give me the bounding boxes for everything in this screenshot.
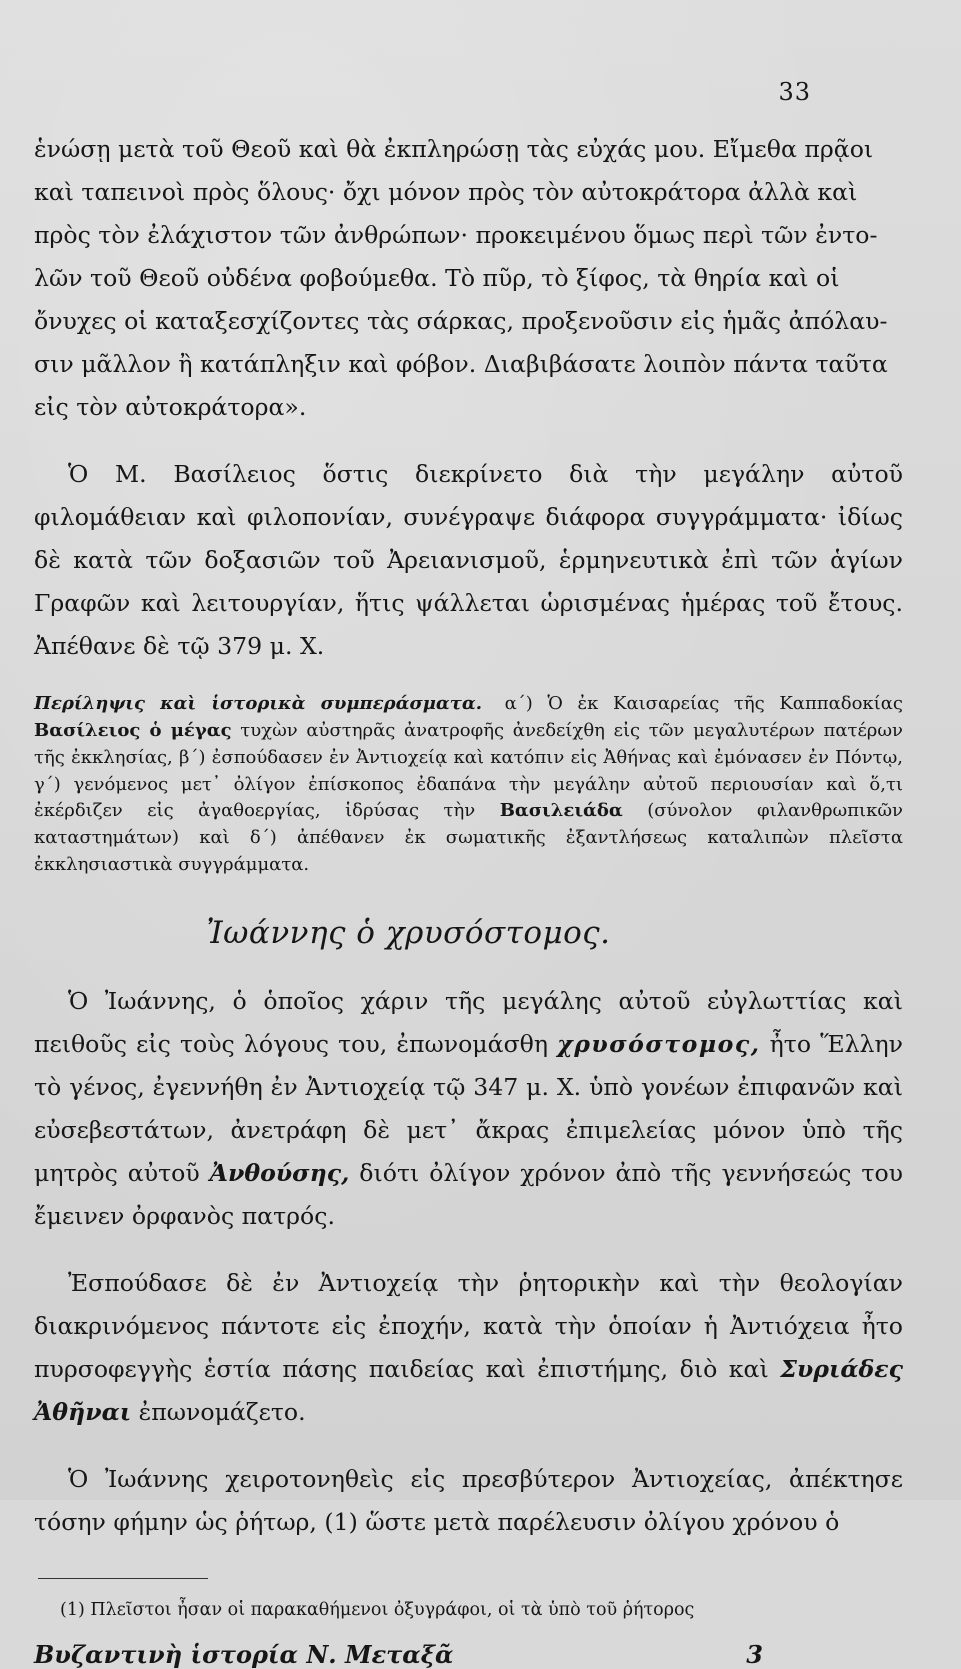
chapter-title: Ἰωάννης ὁ χρυσόστομος. xyxy=(206,914,611,951)
summary-lead: Περίληψις καὶ ἱστορικὰ συμπεράσματα. xyxy=(34,693,482,715)
text-line: πρὸς τὸν ἐλάχιστον τῶν ἀνθρώπων· προκειμένου ὅμως περὶ τῶν ἐντο- xyxy=(34,221,878,249)
chapter-p1-start: Ὁ Ἰωάννης, ὁ ὁποῖος χάριν τῆς μεγάλης αὐτοῦ εὐγλωττίας καὶ πειθοῦς εἰς τοὺς λόγους του, ἐπωνομάσθη xyxy=(34,987,903,1059)
chapter-p2-syriades: Συριάδες Ἀθῆναι xyxy=(34,1354,903,1426)
chapter-paragraph-1 xyxy=(34,980,903,1238)
footer-signature-number: 3 xyxy=(746,1640,763,1669)
chapter-p1-mid: ἦτο Ἕλλην τὸ γένος, ἐγεννήθη ἐν Ἀντιοχείᾳ τῷ 347 μ. Χ. ὑπὸ γονέων ἐπιφανῶν καὶ εὐσεβεστάτων, ἀνετράφη δὲ μετ᾽ ἄκρας ἐπιμελείας μόνον ὑπὸ τῆς μητρὸς αὐτοῦ xyxy=(34,1030,903,1188)
chapter-body xyxy=(34,980,903,1543)
chapter-p1-epithet: χρυσόστομος, xyxy=(557,1030,761,1059)
text-line: εἰς τὸν αὐτοκράτορα». xyxy=(34,393,307,421)
footer-book-title: Βυζαντινὴ ἱστορία Ν. Μεταξᾶ xyxy=(34,1640,454,1669)
chapter-paragraph-2 xyxy=(34,1262,903,1434)
chapter-p2-start: Ἐσπούδασε δὲ ἐν Ἀντιοχείᾳ τὴν ῥητορικὴν καὶ τὴν θεολογίαν διακρινόμενος πάντοτε εἰς ἐποχήν, κατὰ τὴν ὁποίαν ἡ Ἀντιόχεια ἦτο πυρσοφεγγὴς ἑστία πάσης παιδείας καὶ ἐπιστήμης, διὸ καὶ xyxy=(34,1268,903,1383)
opening-quote-block xyxy=(34,128,903,429)
summary-part-3: (σύνολον φιλανθρωπικῶν καταστημάτων) καὶ δ΄) ἀπέθανεν ἐκ σωματικῆς ἐξαντλήσεως καταλιπὼν πλεῖστα ἐκκλησιαστικὰ συγγράμματα. xyxy=(34,800,903,875)
text-line: καὶ ταπεινοὶ πρὸς ὅλους· ὄχι μόνον πρὸς τὸν αὐτοκράτορα ἀλλὰ καὶ xyxy=(34,178,858,206)
page-number: 33 xyxy=(778,78,811,106)
chapter-paragraph-3: Ὁ Ἰωάννης χειροτονηθεὶς εἰς πρεσβύτερον Ἀντιοχείας, ἀπέκτησε τόσην φήμην ὡς ῥήτωρ, (1) ὥστε μετὰ παρέλευσιν ὀλίγου χρόνου ὁ xyxy=(34,1464,903,1536)
text-line: λῶν τοῦ Θεοῦ οὐδένα φοβούμεθα. Τὸ πῦρ, τὸ ξίφος, τὰ θηρία καὶ οἱ xyxy=(34,264,840,292)
text-line: ὄνυχες οἱ καταξεσχίζοντες τὰς σάρκας, προξενοῦσιν εἰς ἡμᾶς ἀπόλαυ- xyxy=(34,307,888,335)
footnote-divider xyxy=(38,1578,208,1579)
text-line: ἑνώσῃ μετὰ τοῦ Θεοῦ καὶ θὰ ἐκπληρώσῃ τὰς εὐχάς μου. Εἴμεθα πρᾷοι xyxy=(34,135,874,163)
chapter-p2-end: ἐπωνομάζετο. xyxy=(138,1397,306,1426)
summary-part-2: τυχὼν αὐστηρᾶς ἀνατροφῆς ἀνεδείχθη εἰς τῶν μεγαλυτέρων πατέρων τῆς ἐκκλησίας, β΄) ἐσπούδασεν ἐν Ἀντιοχείᾳ καὶ κατόπιν εἰς Ἀθήνας καὶ ἐμόνασεν ἐν Πόντῳ, γ΄) γενόμενος μετ᾽ ὀλίγον ἐπίσκοπος ἐδαπάνα τὴν μεγάλην αὐτοῦ περιουσίαν καὶ ὅ,τι ἐκέρδιζεν εἰς ἀγαθοεργίας, ἱδρύσας τὴν xyxy=(34,719,903,822)
summary-name: Βασίλειος ὁ μέγας xyxy=(34,719,232,741)
basil-paragraph: Ὁ Μ. Βασίλειος ὅστις διεκρίνετο διὰ τὴν μεγάλην αὐτοῦ φιλομάθειαν καὶ φιλοπονίαν, συνέγραψε διάφορα συγγράμματα· ἰδίως δὲ κατὰ τῶν δοξασιῶν τοῦ Ἀρειανισμοῦ, ἑρμηνευτικὰ ἐπὶ τῶν ἁγίων Γραφῶν καὶ λειτουργίαν, ἥτις ψάλλεται ὡρισμένας ἡμέρας τοῦ ἔτους. Ἀπέθανε δὲ τῷ 379 μ. Χ. xyxy=(34,459,903,660)
footnote: (1) Πλεῖστοι ἦσαν οἱ παρακαθήμενοι ὀξυγράφοι, οἱ τὰ ὑπὸ τοῦ ῥήτορος xyxy=(60,1599,695,1620)
summary-basiliada: Βασιλειάδα xyxy=(499,800,623,822)
summary-paragraph xyxy=(34,691,903,879)
text-line: σιν μᾶλλον ἢ κατάπληξιν καὶ φόβον. Διαβιβάσατε λοιπὸν πάντα ταῦτα xyxy=(34,350,888,378)
summary-part-1: α΄) Ὁ ἐκ Καισαρείας τῆς Καππαδοκίας xyxy=(504,693,903,715)
chapter-p1-end: διότι ὀλίγον χρόνον ἀπὸ τῆς γεννήσεώς του ἔμεινεν ὀρφανὸς πατρός. xyxy=(34,1159,904,1231)
page-footer xyxy=(34,1640,903,1669)
chapter-p1-mother: Ἀνθούσης, xyxy=(209,1159,350,1188)
